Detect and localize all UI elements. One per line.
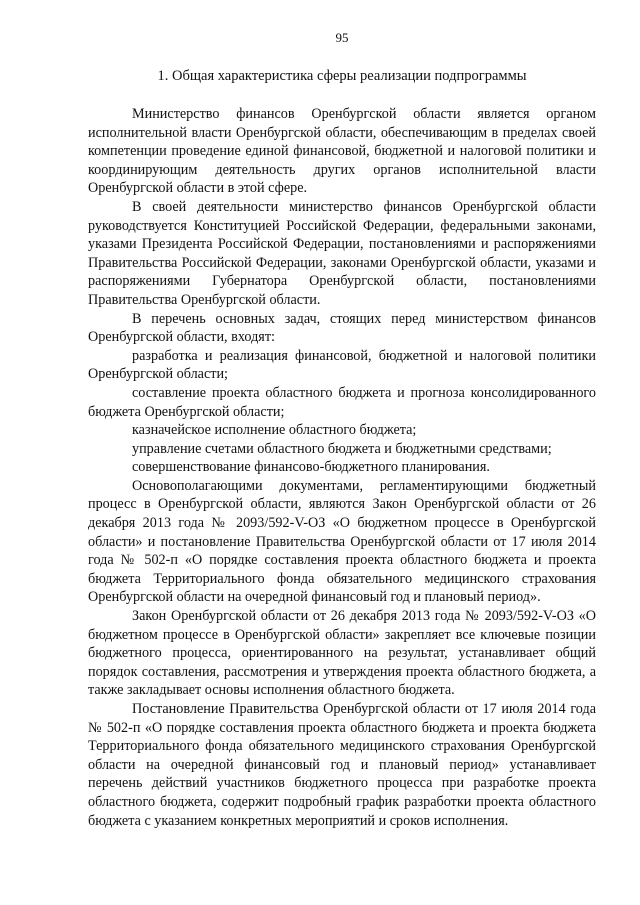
section-title: 1. Общая характеристика сферы реализации подпрограммы: [157, 68, 527, 84]
paragraph: В перечень основных задач, стоящих перед министерством финансов Оренбургской области, входят:: [88, 310, 596, 346]
body-text: [88, 105, 596, 830]
paragraph: Закон Оренбургской области от 26 декабря 2013 года № 2093/592-V-ОЗ «О бюджетном процессе в Оренбургской области» закрепляет все ключевые позиции бюджетного процесса, ориентированного на результат, устанавливает общий порядок составления, рассмотрения и утверждения проекта областного бюджета, а также закладывает основы исполнения областного бюджета.: [88, 608, 596, 699]
paragraph: Постановление Правительства Оренбургской области от 17 июля 2014 года № 502-п «О порядке составления проекта областного бюджета и проекта бюджета Территориального фонда обязательного медицинского страхования Оренбургской области на очередной финансовый год и плановый период» устанавливает перечень действий участников бюджетного процесса при разработке проекта областного бюджета, содержит подробный график разработки проекта областного бюджета с указанием конкретных мероприятий и сроков исполнения.: [88, 701, 596, 829]
list-item: управление счетами областного бюджета и бюджетными средствами;: [132, 440, 552, 457]
list-item: совершенствование финансово-бюджетного планирования.: [132, 459, 490, 476]
paragraph: Министерство финансов Оренбургской области является органом исполнительной власти Оренбургской области, обеспечивающим в пределах своей компетенции проведение единой финансовой, бюджетной и налоговой политики и координирующим деятельность других органов исполнительной власти Оренбургской области в этой сфере.: [88, 106, 596, 197]
paragraph: В своей деятельности министерство финансов Оренбургской области руководствуется Конституцией Российской Федерации, федеральными законами, указами Президента Российской Федерации, постановлениями и распоряжениями Правительства Российской Федерации, законами Оренбургской области, указами и распоряжениями Губернатора Оренбургской области, постановлениями Правительства Оренбургской области.: [88, 198, 596, 308]
list-item: казначейское исполнение областного бюджета;: [132, 422, 417, 439]
paragraph: Основополагающими документами, регламентирующими бюджетный процесс в Оренбургской области, являются Закон Оренбургской области от 26 декабря 2013 года № 2093/592-V-ОЗ «О бюджетном процессе в Оренбургской области» и постановление Правительства Оренбургской области от 17 июля 2014 года № 502-п «О порядке составления проекта областного бюджета и проекта бюджета Территориального фонда обязательного медицинского страхования Оренбургской области на очередной финансовый год и плановый период».: [88, 477, 596, 606]
page-number: 95: [335, 30, 349, 45]
list-item: разработка и реализация финансовой, бюджетной и налоговой политики Оренбургской области;: [88, 347, 596, 383]
list-item: составление проекта областного бюджета и прогноза консолидированного бюджета Оренбургской области;: [88, 384, 596, 420]
